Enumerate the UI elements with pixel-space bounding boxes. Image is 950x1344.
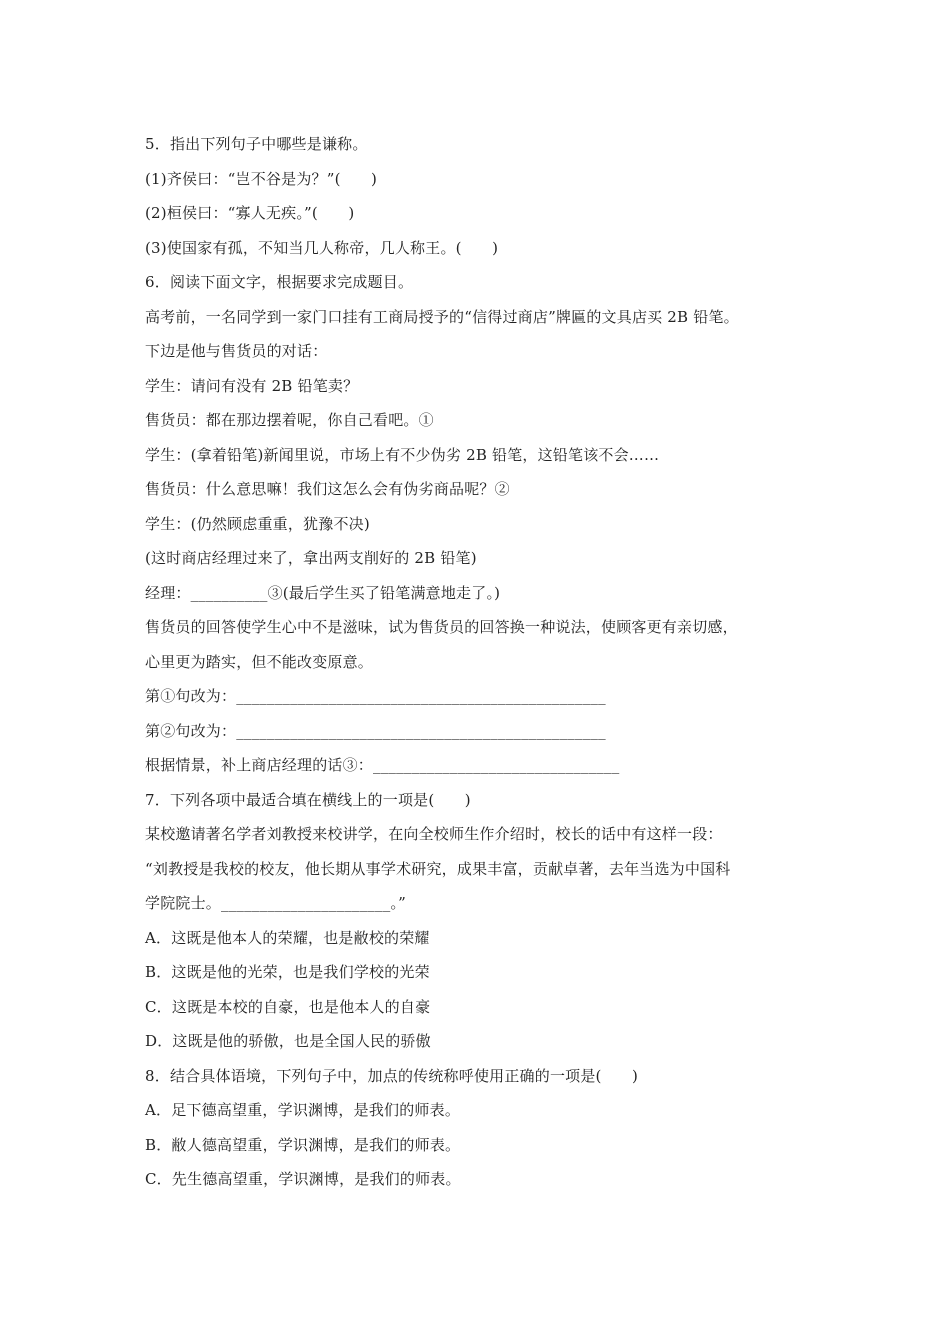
question-7-passage: 某校邀请著名学者刘教授来校讲学，在向全校师生作介绍时，校长的话中有这样一段： [145,825,723,843]
answer-line-3: 根据情景，补上商店经理的话③：________________________________ [145,756,620,774]
question-7-option-d: D．这既是他的骄傲，也是全国人民的骄傲 [145,1032,431,1050]
answer-line-1: 第①句改为：________________________________________________ [145,687,606,705]
question-7-option-c: C．这既是本校的自豪，也是他本人的自豪 [145,997,431,1016]
question-8-heading: 8．结合具体语境，下列句子中，加点的传统称呼使用正确的一项是( ) [145,1066,639,1085]
dialogue-line: 学生：(仍然顾虑重重，犹豫不决) [145,514,370,533]
answer-line-2: 第②句改为：________________________________________________ [145,721,606,740]
dialogue-line: 学生：(拿着铅笔)新闻里说，市场上有不少伪劣 2B 铅笔，这铅笔该不会…… [145,445,660,464]
question-7-option-b: B．这既是他的光荣，也是我们学校的光荣 [145,963,430,981]
question-6-passage: 下边是他与售货员的对话： [145,342,328,360]
document-body [145,127,825,1197]
question-6-instruction: 心里更为踏实，但不能改变原意。 [145,652,374,671]
question-7-option-a: A．这既是他本人的荣耀，也是敝校的荣耀 [145,928,430,947]
dialogue-line: 售货员：都在那边摆着呢，你自己看吧。① [145,411,434,429]
question-6-instruction: 售货员的回答使学生心中不是滋味，试为售货员的回答换一种说法，使顾客更有亲切感， [145,618,738,636]
question-8-option-c: C．先生德高望重，学识渊博，是我们的师表。 [145,1170,461,1188]
question-7-passage: 学院院士。______________________。” [145,894,406,912]
question-5-item-3: (3)使国家有孤，不知当几人称帝，几人称王。( ) [145,238,499,257]
question-6-heading: 6．阅读下面文字，根据要求完成题目。 [145,273,414,291]
question-8-option-b: B．敝人德高望重，学识渊博，是我们的师表。 [145,1135,461,1154]
dialogue-line: 经理：__________③(最后学生买了铅笔满意地走了。) [145,583,501,602]
dialogue-line: (这时商店经理过来了，拿出两支削好的 2B 铅笔) [145,549,477,567]
question-7-passage: “刘教授是我校的校友，他长期从事学术研究，成果丰富，贡献卓著，去年当选为中国科 [145,859,731,878]
question-8-option-a: A．足下德高望重，学识渊博，是我们的师表。 [145,1101,461,1119]
question-5-item-2: (2)桓侯曰：“寡人无疾。”( ) [145,204,355,222]
question-7-heading: 7．下列各项中最适合填在横线上的一项是( ) [145,790,471,809]
dialogue-line: 学生：请问有没有 2B 铅笔卖？ [145,376,359,395]
dialogue-line: 售货员：什么意思嘛！我们这怎么会有伪劣商品呢？② [145,480,510,498]
question-6-passage: 高考前，一名同学到一家门口挂有工商局授予的“信得过商店”牌匾的文具店买 2B 铅笔。 [145,307,739,326]
question-5-item-1: (1)齐侯曰：“岂不谷是为？”( ) [145,169,378,188]
question-5-heading: 5．指出下列句子中哪些是谦称。 [145,135,368,153]
